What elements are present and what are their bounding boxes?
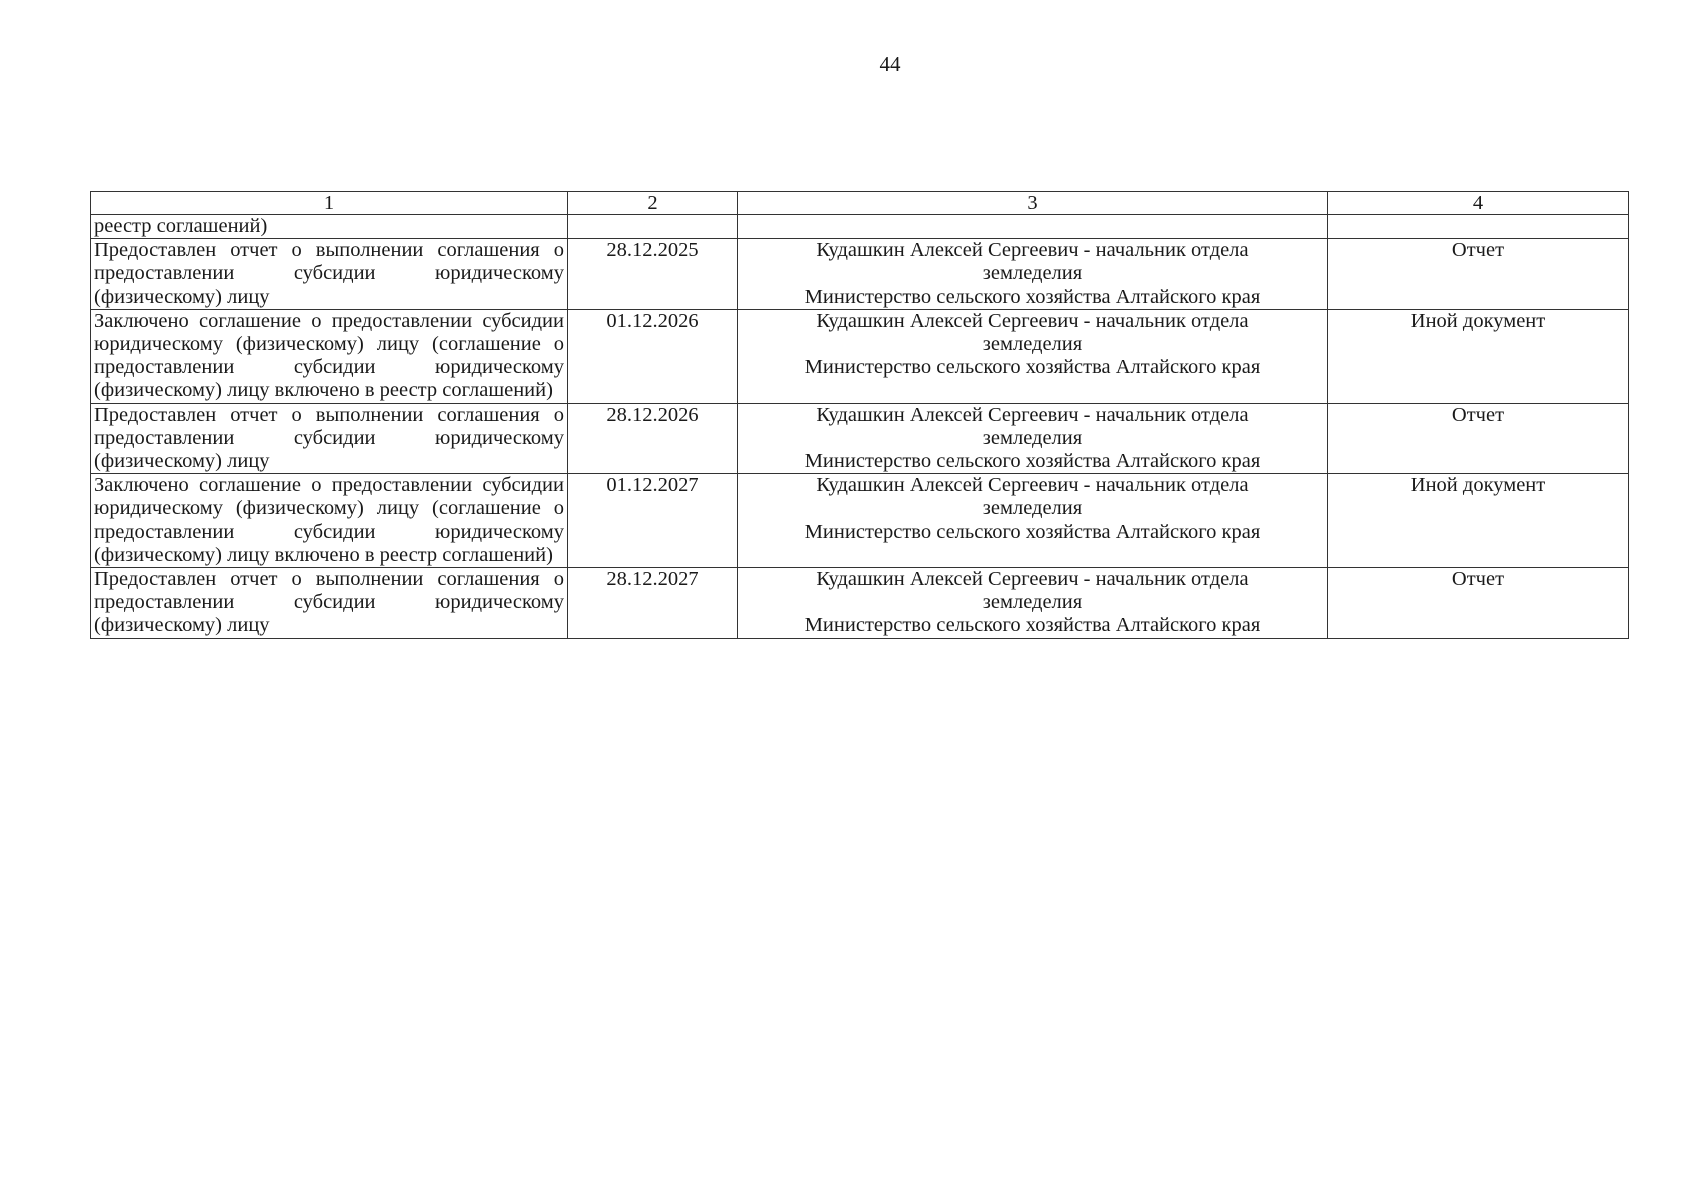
header-row <box>91 192 1629 215</box>
responsible-ministry: Министерство сельского хозяйства Алтайского края <box>804 285 1261 308</box>
row-document: Иной документ <box>1328 309 1629 403</box>
responsible-person: Кудашкин Алексей Сергеевич - начальник отдела <box>816 239 1249 262</box>
row-description: Предоставлен отчет о выполнении соглашения о предоставлении субсидии юридическому (физическому) лицу <box>91 568 568 639</box>
row-responsible <box>738 215 1328 239</box>
row-date <box>568 215 738 239</box>
row-date: 28.12.2027 <box>568 568 738 639</box>
responsible-department: земледелия <box>982 333 1083 356</box>
row-responsible <box>738 474 1328 568</box>
responsible-ministry: Министерство сельского хозяйства Алтайского края <box>804 520 1261 543</box>
row-description: реестр соглашений) <box>91 215 568 239</box>
table-row <box>91 215 1629 239</box>
row-document <box>1328 215 1629 239</box>
column-header-1: 1 <box>91 192 568 215</box>
row-responsible <box>738 309 1328 403</box>
row-description: Предоставлен отчет о выполнении соглашения о предоставлении субсидии юридическому (физическому) лицу <box>91 239 568 310</box>
row-description: Предоставлен отчет о выполнении соглашения о предоставлении субсидии юридическому (физическому) лицу <box>91 403 568 474</box>
table-row <box>91 474 1629 568</box>
row-date: 01.12.2027 <box>568 474 738 568</box>
row-date: 01.12.2026 <box>568 309 738 403</box>
responsible-person: Кудашкин Алексей Сергеевич - начальник отдела <box>816 403 1249 426</box>
responsible-department: земледелия <box>982 497 1083 520</box>
responsible-department: земледелия <box>982 262 1083 285</box>
responsible-ministry: Министерство сельского хозяйства Алтайского края <box>804 356 1261 379</box>
row-description: Заключено соглашение о предоставлении субсидии юридическому (физическому) лицу (соглашение о предоставлении субсидии юридическому (физическому) лицу включено в реестр соглашений) <box>91 309 568 403</box>
responsible-ministry: Министерство сельского хозяйства Алтайского края <box>804 614 1261 637</box>
table-row <box>91 309 1629 403</box>
column-header-3: 3 <box>738 192 1328 215</box>
row-date: 28.12.2026 <box>568 403 738 474</box>
row-responsible <box>738 403 1328 474</box>
responsible-person: Кудашкин Алексей Сергеевич - начальник отдела <box>816 568 1249 591</box>
responsible-department: земледелия <box>982 591 1083 614</box>
row-document: Отчет <box>1328 403 1629 474</box>
plan-table <box>90 191 1629 639</box>
responsible-department: земледелия <box>982 426 1083 449</box>
row-responsible <box>738 568 1328 639</box>
responsible-person: Кудашкин Алексей Сергеевич - начальник отдела <box>816 309 1249 332</box>
row-document: Иной документ <box>1328 474 1629 568</box>
row-document: Отчет <box>1328 568 1629 639</box>
table-row <box>91 568 1629 639</box>
row-description: Заключено соглашение о предоставлении субсидии юридическому (физическому) лицу (соглашение о предоставлении субсидии юридическому (физическому) лицу включено в реестр соглашений) <box>91 474 568 568</box>
row-document: Отчет <box>1328 239 1629 310</box>
column-header-4: 4 <box>1328 192 1629 215</box>
responsible-person: Кудашкин Алексей Сергеевич - начальник отдела <box>816 474 1249 497</box>
row-responsible <box>738 239 1328 310</box>
table-row <box>91 403 1629 474</box>
page-number: 44 <box>879 52 901 76</box>
column-header-2: 2 <box>568 192 738 215</box>
row-date: 28.12.2025 <box>568 239 738 310</box>
responsible-ministry: Министерство сельского хозяйства Алтайского края <box>804 450 1261 473</box>
table-row <box>91 239 1629 310</box>
